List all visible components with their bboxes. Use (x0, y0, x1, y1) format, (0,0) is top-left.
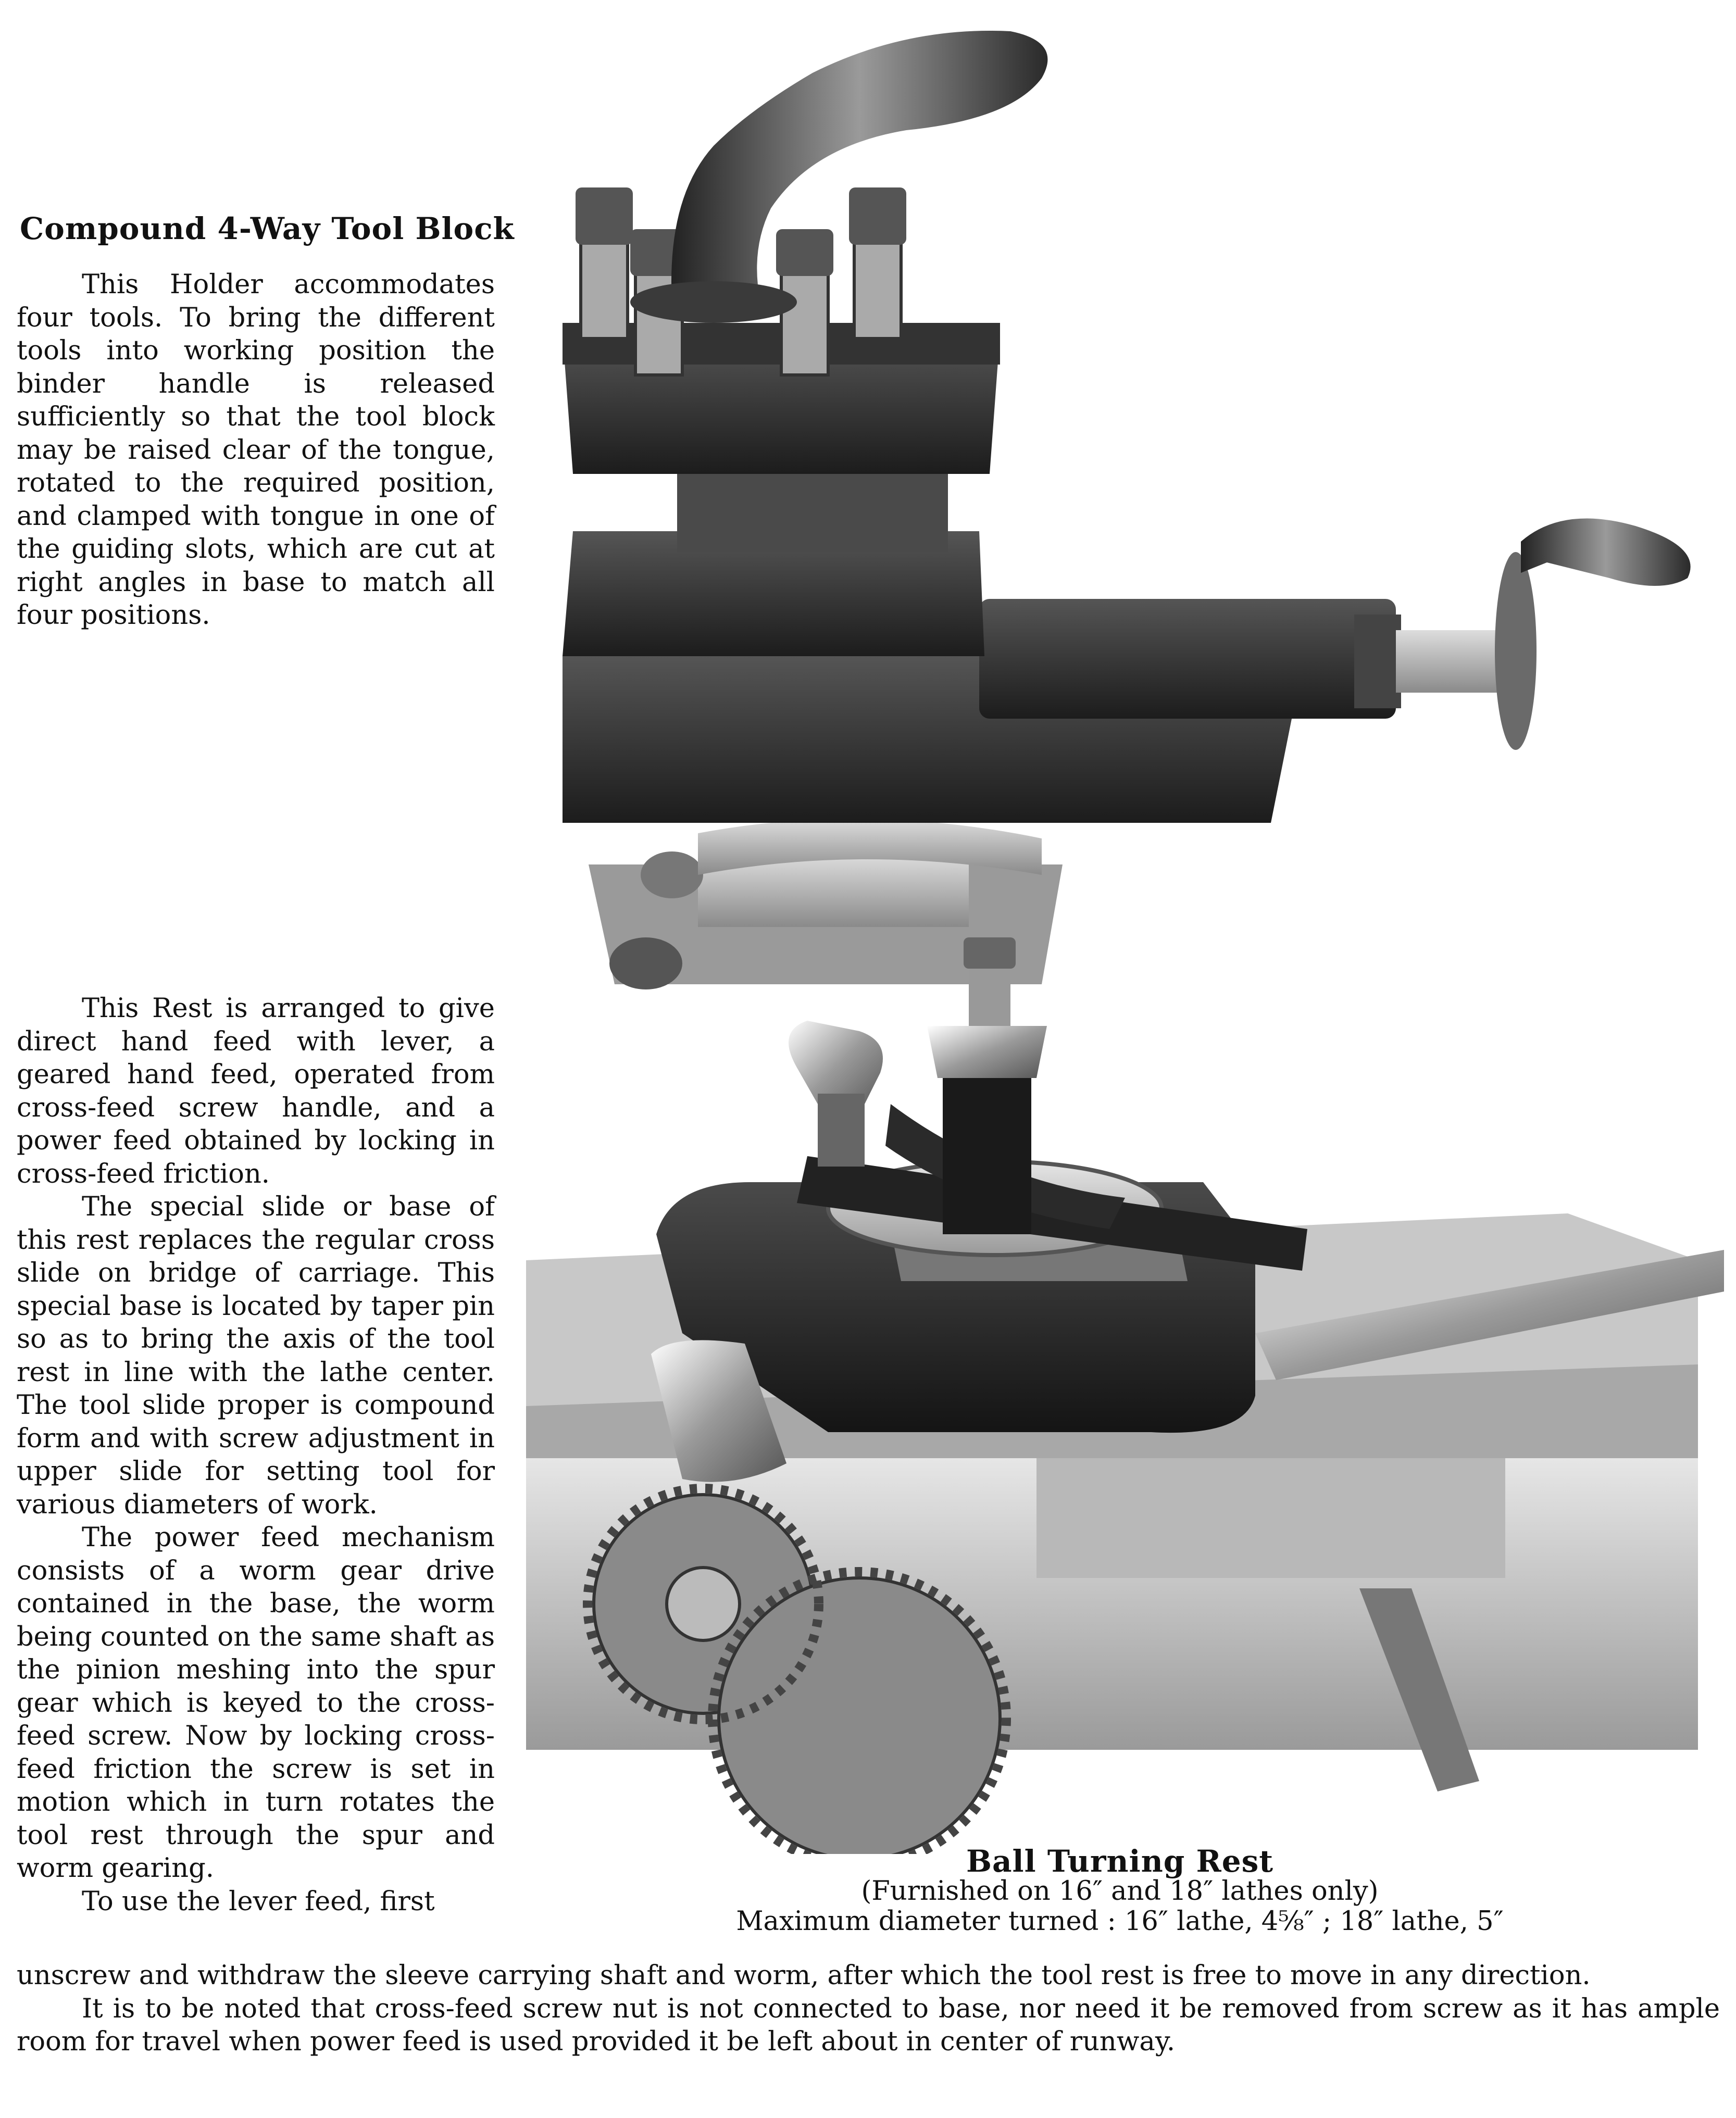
tool-block-illustration (542, 10, 1729, 1016)
tool-block-heading: Compound 4-Way Tool Block (20, 211, 515, 246)
ball-rest-paragraph-2: The special slide or base of this rest replaces the regular cross slide on bridge of carriage. This special base is located by taper pin so as to bring the axis of the tool rest in line with the lathe center. The tool slide proper is compound form and with screw adjustment in upper slide for setting tool for various diameters of work. (17, 1192, 495, 1520)
ball-rest-paragraph-5: It is to be noted that cross-feed screw nut is not connected to base, nor need it be removed from screw as it has ample room for travel when power feed is used provided it be left about in center of runway. (17, 1993, 1720, 2057)
ball-rest-paragraph-4-rest: unscrew and withdraw the sleeve carrying shaft and worm, after which the tool rest is free to move in any direction. (17, 1960, 1591, 1991)
caption-max-diameter: Maximum diameter turned : 16″ lathe, 4⅝″ ; 18″ lathe, 5″ (736, 1906, 1504, 1937)
ball-rest-paragraph-1: This Rest is arranged to give direct hand feed with lever, a geared hand feed, operated from cross-feed screw handle, and a power feed obtained by locking in cross-feed friction. (17, 993, 495, 1189)
ball-rest-paragraph-4-start: To use the lever feed, first (82, 1886, 435, 1917)
tool-block-paragraph: This Holder accommodates four tools. To bring the different tools into working position the binder handle is released sufficiently so that the tool block may be raised clear of the tongue, rotated to the required position, and clamped with tongue in one of the guiding slots, which are cut at right angles in base to match all four positions. (17, 269, 495, 631)
closing-text (17, 1959, 1720, 2059)
caption-title: Ball Turning Rest (966, 1844, 1274, 1879)
ball-rest-paragraph-3: The power feed mechanism consists of a worm gear drive contained in the base, the worm being counted on the same shaft as the pinion meshing into the spur gear which is keyed to the cross-feed screw. Now by locking cross-feed friction the screw is set in motion which in turn rotates the tool rest through the spur and worm gearing. (17, 1522, 495, 1884)
ball-rest-description (17, 992, 495, 1918)
caption-lathes-note: (Furnished on 16″ and 18″ lathes only) (861, 1876, 1379, 1907)
ball-rest-caption (651, 1846, 1589, 1937)
tool-block-description (17, 268, 495, 632)
ball-turning-rest-illustration (526, 937, 1729, 1854)
